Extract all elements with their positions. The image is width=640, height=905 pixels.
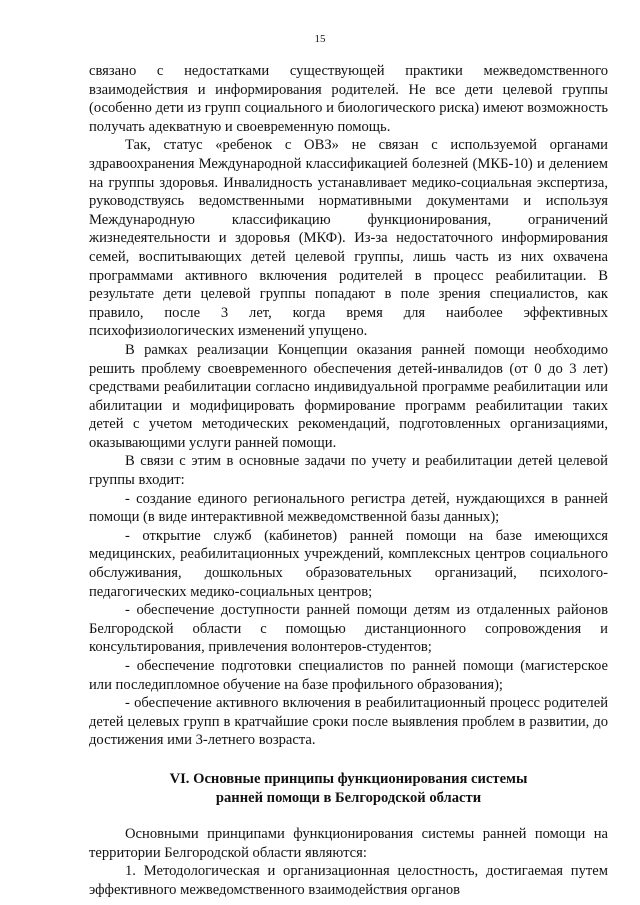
- paragraph-tasks-intro: В связи с этим в основные задачи по учету и реабилитации детей целевой группы входит:: [89, 453, 608, 489]
- task-item-training: - обеспечение подготовки специалистов по ранней помощи (магистерское или последипломное обучение на базе профильного образования);: [89, 658, 608, 693]
- section-heading: [89, 770, 608, 807]
- task-item-services: - открытие служб (кабинетов) ранней помощи на базе имеющихся медицинских, реабилитационных учреждений, комплексных центров социального обслуживания, дошкольных образовательных организаций, психолого-педагогических медико-социальных центров;: [89, 527, 608, 600]
- document-body: [89, 62, 608, 900]
- task-item-parents: - обеспечение активного включения в реабилитационный процесс родителей детей целевых групп в кратчайшие сроки после выявления проблем в развитии, до достижения ими 3-летнего возраста.: [89, 695, 608, 749]
- section-heading-line2: ранней помощи в Белгородской области: [215, 789, 482, 806]
- paragraph-continuation: связано с недостатками существующей практики межведомственного взаимодействия и информирования родителей. Не все дети целевой группы (особенно дети из групп социального и биологического риска) имеют возможность получать адекватную и своевременную помощь.: [89, 63, 608, 135]
- page-number: 15: [314, 33, 326, 45]
- paragraph-ovz-status: Так, статус «ребенок с ОВЗ» не связан с используемой органами здравоохранения Международной классификацией болезней (МКБ-10) и делением на группы здоровья. Инвалидность устанавливает медико-социальная экспертиза, руководствуясь ведомственными нормативными документами и используя Международную классификацию функционирования, ограничений жизнедеятельности и здоровья (МКФ). Из-за недостаточного информирования семей, воспитывающих детей целевой группы, лишь часть из них охвачена программами активного включения родителей в процесс реабилитации. В результате дети целевой группы попадают в поле зрения специалистов, как правило, после 3 лет, когда время для наиболее эффективных психофизиологических изменений упущено.: [89, 137, 608, 340]
- paragraph-concept: В рамках реализации Концепции оказания ранней помощи необходимо решить проблему своевременного обеспечения детей-инвалидов (от 0 до 3 лет) средствами реабилитации согласно индивидуальной программе реабилитации или абилитации и модифицировать формирование программ реабилитации таких детей с учетом методических рекомендаций, подготовленных организациями, оказывающими услуги ранней помощи.: [89, 341, 608, 451]
- task-item-register: - создание единого регионального регистра детей, нуждающихся в ранней помощи (в виде интерактивной межведомственной базы данных);: [89, 490, 608, 526]
- paragraph-principles-intro: Основными принципами функционирования системы ранней помощи на территории Белгородской области являются:: [89, 826, 608, 861]
- task-item-accessibility: - обеспечение доступности ранней помощи детям из отдаленных районов Белгородской области с помощью дистанционного сопровождения и консультирования, привлечения волонтеров-студентов;: [89, 602, 608, 656]
- section-heading-line1: VI. Основные принципы функционирования системы: [169, 770, 528, 787]
- principle-item-1: 1. Методологическая и организационная целостность, достигаемая путем эффективного межведомственного взаимодействия органов: [89, 863, 608, 898]
